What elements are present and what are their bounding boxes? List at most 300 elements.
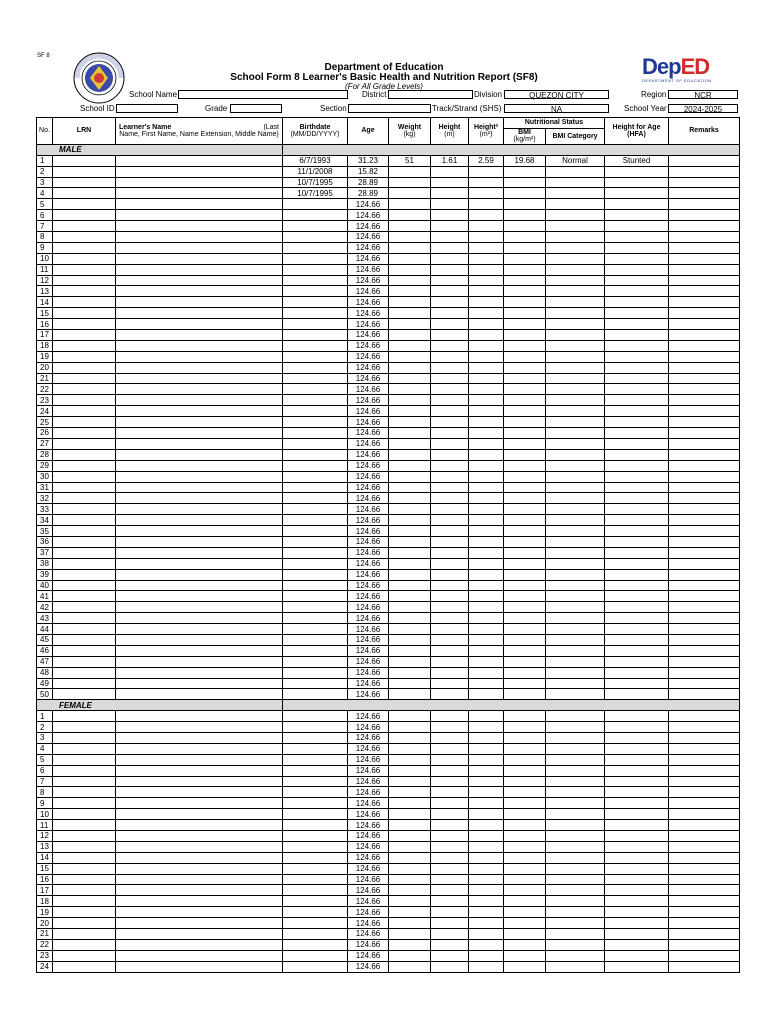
cell-height2[interactable] bbox=[469, 504, 504, 515]
cell-birthdate[interactable] bbox=[283, 831, 348, 842]
cell-hfa[interactable] bbox=[605, 634, 669, 645]
cell-lrn[interactable] bbox=[53, 885, 116, 896]
cell-height[interactable] bbox=[431, 232, 469, 243]
cell-bmi[interactable] bbox=[504, 199, 546, 210]
cell-bmi[interactable] bbox=[504, 667, 546, 678]
cell-weight[interactable] bbox=[389, 602, 431, 613]
cell-no[interactable]: 15 bbox=[37, 308, 53, 319]
cell-weight[interactable] bbox=[389, 939, 431, 950]
cell-age[interactable]: 124.66 bbox=[348, 438, 389, 449]
cell-age[interactable]: 124.66 bbox=[348, 482, 389, 493]
cell-name[interactable] bbox=[116, 177, 283, 188]
cell-lrn[interactable] bbox=[53, 732, 116, 743]
cell-birthdate[interactable] bbox=[283, 667, 348, 678]
cell-lrn[interactable] bbox=[53, 199, 116, 210]
cell-bmi-category[interactable] bbox=[546, 526, 605, 537]
cell-birthdate[interactable] bbox=[283, 874, 348, 885]
cell-birthdate[interactable] bbox=[283, 722, 348, 733]
cell-age[interactable]: 124.66 bbox=[348, 406, 389, 417]
cell-lrn[interactable] bbox=[53, 831, 116, 842]
cell-age[interactable]: 124.66 bbox=[348, 776, 389, 787]
cell-lrn[interactable] bbox=[53, 939, 116, 950]
cell-bmi[interactable] bbox=[504, 558, 546, 569]
cell-remarks[interactable] bbox=[669, 591, 740, 602]
cell-bmi[interactable] bbox=[504, 918, 546, 929]
cell-name[interactable] bbox=[116, 591, 283, 602]
cell-height2[interactable] bbox=[469, 591, 504, 602]
cell-bmi[interactable] bbox=[504, 776, 546, 787]
cell-age[interactable]: 124.66 bbox=[348, 417, 389, 428]
cell-remarks[interactable] bbox=[669, 689, 740, 700]
cell-lrn[interactable] bbox=[53, 493, 116, 504]
cell-weight[interactable] bbox=[389, 787, 431, 798]
cell-hfa[interactable] bbox=[605, 831, 669, 842]
cell-bmi-category[interactable] bbox=[546, 417, 605, 428]
cell-no[interactable]: 1 bbox=[37, 155, 53, 166]
cell-age[interactable]: 124.66 bbox=[348, 547, 389, 558]
cell-weight[interactable] bbox=[389, 613, 431, 624]
cell-remarks[interactable] bbox=[669, 232, 740, 243]
cell-hfa[interactable] bbox=[605, 711, 669, 722]
cell-name[interactable] bbox=[116, 602, 283, 613]
cell-bmi[interactable] bbox=[504, 526, 546, 537]
cell-hfa[interactable] bbox=[605, 645, 669, 656]
cell-birthdate[interactable] bbox=[283, 852, 348, 863]
cell-height[interactable] bbox=[431, 874, 469, 885]
cell-height[interactable] bbox=[431, 569, 469, 580]
cell-height2[interactable] bbox=[469, 580, 504, 591]
cell-age[interactable]: 124.66 bbox=[348, 351, 389, 362]
cell-hfa[interactable] bbox=[605, 689, 669, 700]
cell-age[interactable]: 15.82 bbox=[348, 166, 389, 177]
cell-weight[interactable] bbox=[389, 678, 431, 689]
cell-name[interactable] bbox=[116, 308, 283, 319]
cell-birthdate[interactable] bbox=[283, 678, 348, 689]
cell-height[interactable] bbox=[431, 950, 469, 961]
cell-height[interactable] bbox=[431, 286, 469, 297]
cell-remarks[interactable] bbox=[669, 188, 740, 199]
cell-bmi[interactable] bbox=[504, 297, 546, 308]
cell-name[interactable] bbox=[116, 406, 283, 417]
cell-birthdate[interactable] bbox=[283, 743, 348, 754]
cell-lrn[interactable] bbox=[53, 820, 116, 831]
cell-no[interactable]: 28 bbox=[37, 449, 53, 460]
cell-hfa[interactable] bbox=[605, 765, 669, 776]
cell-remarks[interactable] bbox=[669, 242, 740, 253]
cell-remarks[interactable] bbox=[669, 656, 740, 667]
cell-no[interactable]: 13 bbox=[37, 841, 53, 852]
cell-name[interactable] bbox=[116, 493, 283, 504]
cell-height[interactable] bbox=[431, 831, 469, 842]
cell-name[interactable] bbox=[116, 645, 283, 656]
cell-bmi-category[interactable] bbox=[546, 831, 605, 842]
cell-name[interactable] bbox=[116, 950, 283, 961]
cell-remarks[interactable] bbox=[669, 907, 740, 918]
cell-remarks[interactable] bbox=[669, 896, 740, 907]
cell-birthdate[interactable]: 10/7/1995 bbox=[283, 188, 348, 199]
cell-lrn[interactable] bbox=[53, 264, 116, 275]
cell-bmi-category[interactable]: Normal bbox=[546, 155, 605, 166]
cell-remarks[interactable] bbox=[669, 471, 740, 482]
cell-height2[interactable] bbox=[469, 526, 504, 537]
cell-weight[interactable] bbox=[389, 210, 431, 221]
cell-bmi-category[interactable] bbox=[546, 286, 605, 297]
school-name-field[interactable] bbox=[178, 90, 348, 99]
cell-hfa[interactable] bbox=[605, 787, 669, 798]
cell-remarks[interactable] bbox=[669, 286, 740, 297]
cell-birthdate[interactable] bbox=[283, 210, 348, 221]
cell-birthdate[interactable] bbox=[283, 264, 348, 275]
cell-age[interactable]: 124.66 bbox=[348, 569, 389, 580]
cell-age[interactable]: 124.66 bbox=[348, 961, 389, 972]
cell-bmi-category[interactable] bbox=[546, 722, 605, 733]
cell-bmi[interactable] bbox=[504, 253, 546, 264]
cell-weight[interactable] bbox=[389, 754, 431, 765]
cell-lrn[interactable] bbox=[53, 929, 116, 940]
cell-no[interactable]: 17 bbox=[37, 330, 53, 341]
cell-bmi[interactable] bbox=[504, 242, 546, 253]
cell-weight[interactable] bbox=[389, 438, 431, 449]
cell-bmi-category[interactable] bbox=[546, 351, 605, 362]
cell-weight[interactable] bbox=[389, 449, 431, 460]
cell-age[interactable]: 124.66 bbox=[348, 232, 389, 243]
cell-weight[interactable] bbox=[389, 221, 431, 232]
cell-no[interactable]: 26 bbox=[37, 428, 53, 439]
cell-hfa[interactable] bbox=[605, 438, 669, 449]
cell-remarks[interactable] bbox=[669, 765, 740, 776]
cell-no[interactable]: 22 bbox=[37, 384, 53, 395]
cell-birthdate[interactable] bbox=[283, 907, 348, 918]
cell-no[interactable]: 13 bbox=[37, 286, 53, 297]
cell-bmi-category[interactable] bbox=[546, 950, 605, 961]
cell-name[interactable] bbox=[116, 787, 283, 798]
cell-remarks[interactable] bbox=[669, 155, 740, 166]
cell-remarks[interactable] bbox=[669, 787, 740, 798]
cell-height[interactable] bbox=[431, 689, 469, 700]
cell-name[interactable] bbox=[116, 852, 283, 863]
cell-name[interactable] bbox=[116, 918, 283, 929]
cell-name[interactable] bbox=[116, 155, 283, 166]
cell-lrn[interactable] bbox=[53, 624, 116, 635]
cell-bmi-category[interactable] bbox=[546, 580, 605, 591]
cell-height2[interactable] bbox=[469, 482, 504, 493]
cell-bmi-category[interactable] bbox=[546, 199, 605, 210]
cell-age[interactable]: 124.66 bbox=[348, 613, 389, 624]
cell-remarks[interactable] bbox=[669, 809, 740, 820]
cell-height2[interactable] bbox=[469, 253, 504, 264]
cell-weight[interactable] bbox=[389, 667, 431, 678]
cell-hfa[interactable] bbox=[605, 417, 669, 428]
cell-remarks[interactable] bbox=[669, 950, 740, 961]
cell-height2[interactable] bbox=[469, 722, 504, 733]
cell-age[interactable]: 124.66 bbox=[348, 809, 389, 820]
cell-no[interactable]: 15 bbox=[37, 863, 53, 874]
cell-bmi[interactable] bbox=[504, 449, 546, 460]
cell-name[interactable] bbox=[116, 373, 283, 384]
cell-age[interactable]: 124.66 bbox=[348, 787, 389, 798]
cell-hfa[interactable] bbox=[605, 776, 669, 787]
cell-bmi-category[interactable] bbox=[546, 210, 605, 221]
cell-lrn[interactable] bbox=[53, 776, 116, 787]
cell-bmi[interactable] bbox=[504, 907, 546, 918]
cell-height2[interactable] bbox=[469, 885, 504, 896]
cell-weight[interactable] bbox=[389, 351, 431, 362]
cell-remarks[interactable] bbox=[669, 863, 740, 874]
cell-height2[interactable] bbox=[469, 460, 504, 471]
cell-lrn[interactable] bbox=[53, 232, 116, 243]
cell-bmi[interactable] bbox=[504, 689, 546, 700]
cell-no[interactable]: 42 bbox=[37, 602, 53, 613]
cell-bmi-category[interactable] bbox=[546, 765, 605, 776]
region-field[interactable]: NCR bbox=[668, 90, 738, 99]
cell-height2[interactable] bbox=[469, 667, 504, 678]
cell-name[interactable] bbox=[116, 863, 283, 874]
cell-hfa[interactable] bbox=[605, 166, 669, 177]
cell-bmi-category[interactable] bbox=[546, 253, 605, 264]
cell-age[interactable]: 124.66 bbox=[348, 896, 389, 907]
cell-hfa[interactable] bbox=[605, 874, 669, 885]
cell-no[interactable]: 9 bbox=[37, 798, 53, 809]
cell-age[interactable]: 124.66 bbox=[348, 471, 389, 482]
cell-no[interactable]: 19 bbox=[37, 907, 53, 918]
cell-height2[interactable] bbox=[469, 362, 504, 373]
cell-height[interactable] bbox=[431, 841, 469, 852]
cell-hfa[interactable] bbox=[605, 950, 669, 961]
cell-weight[interactable]: 51 bbox=[389, 155, 431, 166]
cell-lrn[interactable] bbox=[53, 308, 116, 319]
cell-bmi[interactable] bbox=[504, 754, 546, 765]
cell-height2[interactable] bbox=[469, 308, 504, 319]
cell-age[interactable]: 124.66 bbox=[348, 950, 389, 961]
cell-lrn[interactable] bbox=[53, 580, 116, 591]
cell-bmi-category[interactable] bbox=[546, 711, 605, 722]
cell-age[interactable]: 124.66 bbox=[348, 743, 389, 754]
cell-age[interactable]: 124.66 bbox=[348, 493, 389, 504]
cell-remarks[interactable] bbox=[669, 395, 740, 406]
cell-name[interactable] bbox=[116, 634, 283, 645]
cell-height[interactable] bbox=[431, 624, 469, 635]
cell-bmi[interactable] bbox=[504, 841, 546, 852]
cell-hfa[interactable] bbox=[605, 852, 669, 863]
cell-lrn[interactable] bbox=[53, 656, 116, 667]
cell-age[interactable]: 124.66 bbox=[348, 210, 389, 221]
cell-no[interactable]: 37 bbox=[37, 547, 53, 558]
cell-height2[interactable] bbox=[469, 351, 504, 362]
cell-name[interactable] bbox=[116, 384, 283, 395]
cell-bmi-category[interactable] bbox=[546, 874, 605, 885]
cell-weight[interactable] bbox=[389, 558, 431, 569]
cell-lrn[interactable] bbox=[53, 896, 116, 907]
cell-height2[interactable] bbox=[469, 907, 504, 918]
cell-age[interactable]: 124.66 bbox=[348, 526, 389, 537]
cell-lrn[interactable] bbox=[53, 863, 116, 874]
cell-height2[interactable] bbox=[469, 711, 504, 722]
cell-no[interactable]: 20 bbox=[37, 918, 53, 929]
cell-age[interactable]: 124.66 bbox=[348, 722, 389, 733]
cell-height[interactable] bbox=[431, 221, 469, 232]
cell-weight[interactable] bbox=[389, 874, 431, 885]
cell-remarks[interactable] bbox=[669, 515, 740, 526]
cell-no[interactable]: 12 bbox=[37, 275, 53, 286]
cell-birthdate[interactable] bbox=[283, 395, 348, 406]
cell-weight[interactable] bbox=[389, 896, 431, 907]
cell-hfa[interactable] bbox=[605, 504, 669, 515]
cell-no[interactable]: 33 bbox=[37, 504, 53, 515]
cell-name[interactable] bbox=[116, 417, 283, 428]
cell-birthdate[interactable] bbox=[283, 547, 348, 558]
cell-birthdate[interactable] bbox=[283, 939, 348, 950]
cell-height[interactable] bbox=[431, 330, 469, 341]
cell-height[interactable] bbox=[431, 362, 469, 373]
cell-bmi-category[interactable] bbox=[546, 504, 605, 515]
cell-remarks[interactable] bbox=[669, 221, 740, 232]
cell-birthdate[interactable] bbox=[283, 493, 348, 504]
cell-name[interactable] bbox=[116, 558, 283, 569]
cell-age[interactable]: 124.66 bbox=[348, 264, 389, 275]
cell-lrn[interactable] bbox=[53, 242, 116, 253]
cell-height2[interactable] bbox=[469, 330, 504, 341]
cell-hfa[interactable] bbox=[605, 907, 669, 918]
cell-no[interactable]: 24 bbox=[37, 406, 53, 417]
cell-birthdate[interactable] bbox=[283, 460, 348, 471]
cell-age[interactable]: 124.66 bbox=[348, 449, 389, 460]
cell-birthdate[interactable] bbox=[283, 242, 348, 253]
cell-remarks[interactable] bbox=[669, 449, 740, 460]
cell-lrn[interactable] bbox=[53, 155, 116, 166]
cell-name[interactable] bbox=[116, 569, 283, 580]
cell-weight[interactable] bbox=[389, 961, 431, 972]
cell-weight[interactable] bbox=[389, 820, 431, 831]
cell-bmi-category[interactable] bbox=[546, 918, 605, 929]
cell-age[interactable]: 124.66 bbox=[348, 395, 389, 406]
cell-height[interactable] bbox=[431, 787, 469, 798]
cell-weight[interactable] bbox=[389, 918, 431, 929]
cell-remarks[interactable] bbox=[669, 275, 740, 286]
cell-no[interactable]: 17 bbox=[37, 885, 53, 896]
cell-weight[interactable] bbox=[389, 569, 431, 580]
cell-bmi[interactable] bbox=[504, 504, 546, 515]
cell-hfa[interactable] bbox=[605, 395, 669, 406]
cell-lrn[interactable] bbox=[53, 188, 116, 199]
cell-height[interactable] bbox=[431, 515, 469, 526]
cell-hfa[interactable] bbox=[605, 449, 669, 460]
cell-hfa[interactable] bbox=[605, 253, 669, 264]
cell-remarks[interactable] bbox=[669, 308, 740, 319]
cell-weight[interactable] bbox=[389, 406, 431, 417]
cell-height[interactable] bbox=[431, 460, 469, 471]
cell-weight[interactable] bbox=[389, 264, 431, 275]
cell-height[interactable] bbox=[431, 907, 469, 918]
cell-birthdate[interactable] bbox=[283, 580, 348, 591]
cell-weight[interactable] bbox=[389, 722, 431, 733]
cell-hfa[interactable] bbox=[605, 177, 669, 188]
cell-name[interactable] bbox=[116, 286, 283, 297]
cell-bmi[interactable] bbox=[504, 939, 546, 950]
cell-birthdate[interactable] bbox=[283, 275, 348, 286]
cell-height[interactable] bbox=[431, 536, 469, 547]
cell-remarks[interactable] bbox=[669, 939, 740, 950]
cell-bmi[interactable] bbox=[504, 275, 546, 286]
cell-lrn[interactable] bbox=[53, 406, 116, 417]
cell-age[interactable]: 124.66 bbox=[348, 831, 389, 842]
cell-age[interactable]: 124.66 bbox=[348, 765, 389, 776]
cell-remarks[interactable] bbox=[669, 613, 740, 624]
cell-weight[interactable] bbox=[389, 689, 431, 700]
cell-lrn[interactable] bbox=[53, 340, 116, 351]
cell-name[interactable] bbox=[116, 351, 283, 362]
cell-age[interactable]: 31.23 bbox=[348, 155, 389, 166]
cell-weight[interactable] bbox=[389, 591, 431, 602]
cell-no[interactable]: 36 bbox=[37, 536, 53, 547]
cell-bmi[interactable] bbox=[504, 722, 546, 733]
cell-height[interactable] bbox=[431, 199, 469, 210]
cell-no[interactable]: 50 bbox=[37, 689, 53, 700]
cell-height2[interactable] bbox=[469, 199, 504, 210]
cell-age[interactable]: 124.66 bbox=[348, 645, 389, 656]
cell-bmi[interactable] bbox=[504, 569, 546, 580]
cell-hfa[interactable] bbox=[605, 526, 669, 537]
cell-hfa[interactable] bbox=[605, 602, 669, 613]
cell-height2[interactable] bbox=[469, 820, 504, 831]
cell-lrn[interactable] bbox=[53, 765, 116, 776]
cell-remarks[interactable] bbox=[669, 624, 740, 635]
cell-weight[interactable] bbox=[389, 580, 431, 591]
cell-bmi-category[interactable] bbox=[546, 232, 605, 243]
cell-no[interactable]: 2 bbox=[37, 722, 53, 733]
cell-bmi[interactable] bbox=[504, 798, 546, 809]
cell-name[interactable] bbox=[116, 765, 283, 776]
cell-weight[interactable] bbox=[389, 395, 431, 406]
cell-weight[interactable] bbox=[389, 547, 431, 558]
cell-no[interactable]: 6 bbox=[37, 210, 53, 221]
cell-weight[interactable] bbox=[389, 471, 431, 482]
cell-remarks[interactable] bbox=[669, 482, 740, 493]
cell-lrn[interactable] bbox=[53, 526, 116, 537]
cell-height2[interactable] bbox=[469, 188, 504, 199]
cell-no[interactable]: 1 bbox=[37, 711, 53, 722]
cell-bmi-category[interactable] bbox=[546, 678, 605, 689]
cell-age[interactable]: 124.66 bbox=[348, 874, 389, 885]
cell-height[interactable] bbox=[431, 667, 469, 678]
cell-name[interactable] bbox=[116, 460, 283, 471]
cell-name[interactable] bbox=[116, 722, 283, 733]
cell-remarks[interactable] bbox=[669, 711, 740, 722]
cell-remarks[interactable] bbox=[669, 743, 740, 754]
cell-name[interactable] bbox=[116, 711, 283, 722]
cell-height[interactable] bbox=[431, 776, 469, 787]
cell-age[interactable]: 124.66 bbox=[348, 885, 389, 896]
cell-hfa[interactable] bbox=[605, 308, 669, 319]
cell-no[interactable]: 21 bbox=[37, 373, 53, 384]
cell-lrn[interactable] bbox=[53, 558, 116, 569]
cell-bmi[interactable] bbox=[504, 308, 546, 319]
cell-height[interactable] bbox=[431, 438, 469, 449]
cell-birthdate[interactable] bbox=[283, 362, 348, 373]
cell-age[interactable]: 124.66 bbox=[348, 460, 389, 471]
cell-hfa[interactable] bbox=[605, 743, 669, 754]
cell-height[interactable] bbox=[431, 678, 469, 689]
cell-height[interactable] bbox=[431, 417, 469, 428]
cell-bmi-category[interactable] bbox=[546, 820, 605, 831]
cell-name[interactable] bbox=[116, 275, 283, 286]
cell-height[interactable] bbox=[431, 798, 469, 809]
cell-no[interactable]: 8 bbox=[37, 232, 53, 243]
cell-lrn[interactable] bbox=[53, 384, 116, 395]
cell-birthdate[interactable] bbox=[283, 482, 348, 493]
cell-bmi-category[interactable] bbox=[546, 515, 605, 526]
cell-no[interactable]: 9 bbox=[37, 242, 53, 253]
cell-height[interactable] bbox=[431, 754, 469, 765]
